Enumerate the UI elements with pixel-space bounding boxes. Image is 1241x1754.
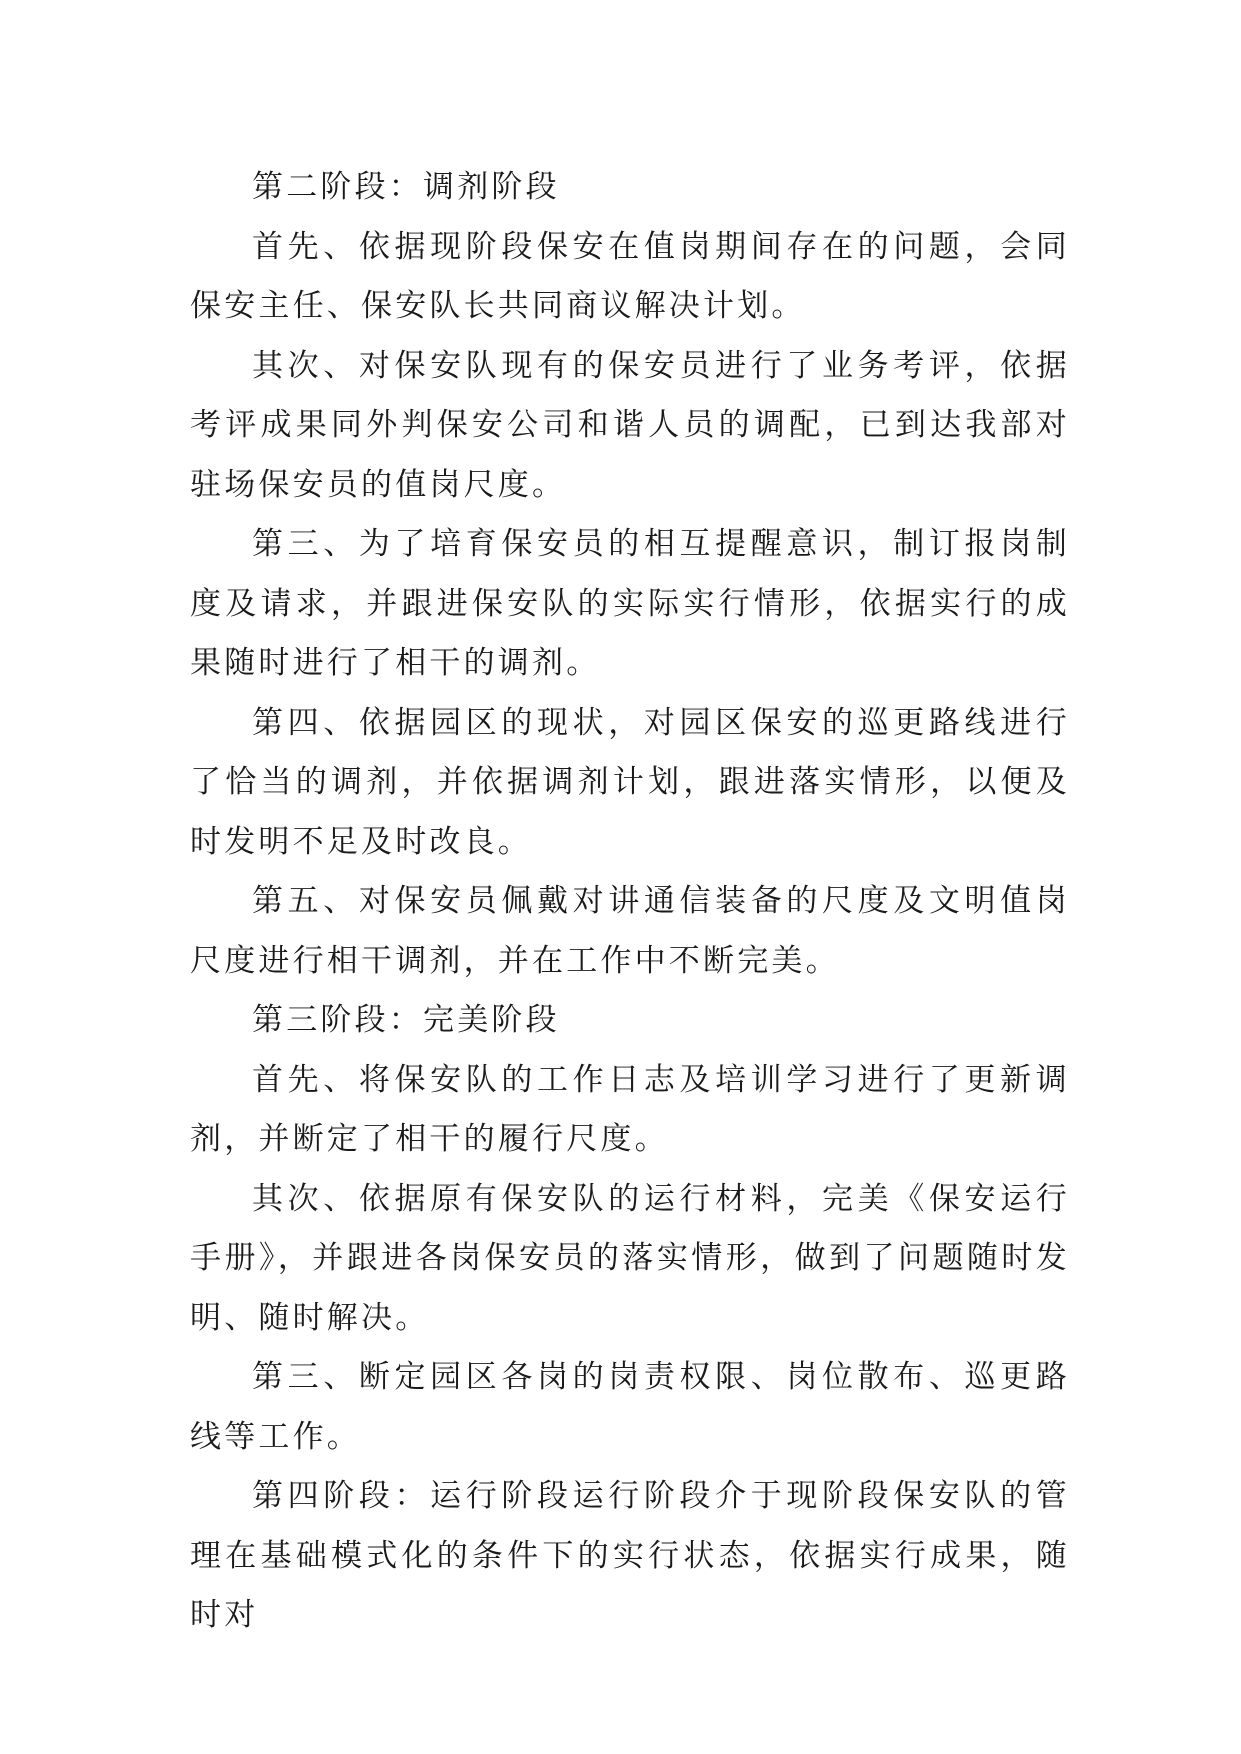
paragraph: 第四、依据园区的现状，对园区保安的巡更路线进行了恰当的调剂，并依据调剂计划，跟进落实情形，以便及时发明不足及时改良。: [190, 704, 1070, 860]
paragraph: 第三、断定园区各岗的岗责权限、岗位散布、巡更路线等工作。: [190, 1359, 1070, 1455]
stage-three-heading: 第三阶段：完美阶段: [252, 1002, 560, 1038]
paragraph: 其次、对保安队现有的保安员进行了业务考评，依据考评成果同外判保安公司和谐人员的调配，已到达我部对驻场保安员的值岗尺度。: [190, 347, 1070, 503]
paragraph: 第五、对保安员佩戴对讲通信装备的尺度及文明值岗尺度进行相干调剂，并在工作中不断完美。: [190, 883, 1070, 979]
paragraph: 其次、依据原有保安队的运行材料，完美《保安运行手册》，并跟进各岗保安员的落实情形，做到了问题随时发明、随时解决。: [190, 1180, 1070, 1336]
stage-two-heading: 第二阶段：调剂阶段: [252, 169, 560, 205]
paragraph: 首先、依据现阶段保安在值岗期间存在的问题，会同保安主任、保安队长共同商议解决计划。: [190, 228, 1070, 324]
document-body: [190, 158, 1070, 1646]
paragraph: 第三、为了培育保安员的相互提醒意识，制订报岗制度及请求，并跟进保安队的实际实行情形，依据实行的成果随时进行了相干的调剂。: [190, 526, 1070, 681]
paragraph: 首先、将保安队的工作日志及培训学习进行了更新调剂，并断定了相干的履行尺度。: [190, 1061, 1070, 1157]
stage-four-paragraph: 第四阶段：运行阶段运行阶段介于现阶段保安队的管理在基础模式化的条件下的实行状态，依据实行成果，随时对: [190, 1478, 1070, 1633]
